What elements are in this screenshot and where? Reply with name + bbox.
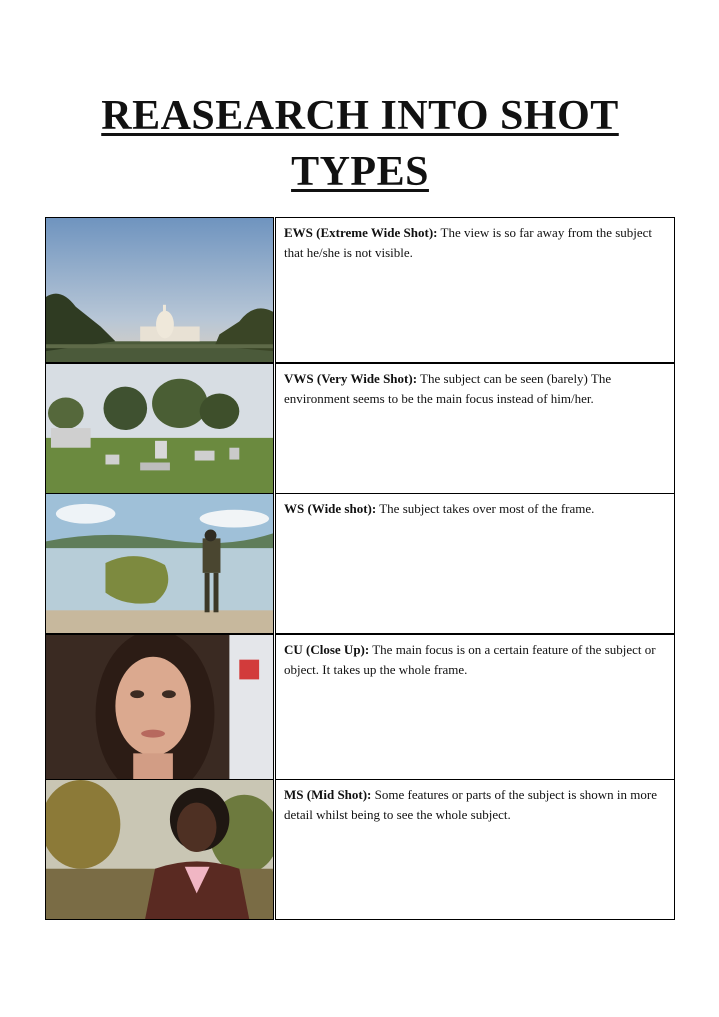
page-title [60, 88, 660, 200]
capitol-landscape-photo [45, 217, 274, 363]
cu-term: CU (Close Up): [284, 642, 370, 657]
ews-description [275, 217, 675, 363]
ms-term: MS (Mid Shot): [284, 787, 372, 802]
ms-description [275, 779, 675, 920]
ews-term: EWS (Extreme Wide Shot): [284, 225, 438, 240]
ews-desc: The view is so far away from the subject that he/she is not visible. [284, 225, 653, 260]
cu-description [275, 634, 675, 780]
title-line-2: TYPES [291, 149, 429, 195]
ms-desc: Some features or parts of the subject is shown in more detail whilst being to see the whole subject. [284, 787, 657, 822]
woman-mid-shot-photo [45, 779, 274, 920]
vws-desc: The subject can be seen (barely) The environment seems to be the main focus instead of him/her. [284, 371, 612, 406]
shot-row-ews [45, 217, 675, 363]
shot-row-cu [45, 634, 675, 780]
vws-description [275, 363, 675, 496]
ws-description [275, 493, 675, 634]
shot-row-ws [45, 493, 675, 634]
cu-desc: The main focus is on a certain feature of the subject or object. It takes up the whole frame. [284, 642, 656, 677]
vws-term: VWS (Very Wide Shot): [284, 371, 418, 386]
lake-soldier-photo [45, 493, 274, 634]
shot-row-vws [45, 363, 675, 496]
ws-desc: The subject takes over most of the frame. [376, 501, 595, 516]
cemetery-photo [45, 363, 274, 496]
title-line-1: REASEARCH INTO SHOT [101, 93, 619, 139]
woman-close-up-photo [45, 634, 274, 780]
shot-row-ms [45, 779, 675, 920]
ws-term: WS (Wide shot): [284, 501, 377, 516]
